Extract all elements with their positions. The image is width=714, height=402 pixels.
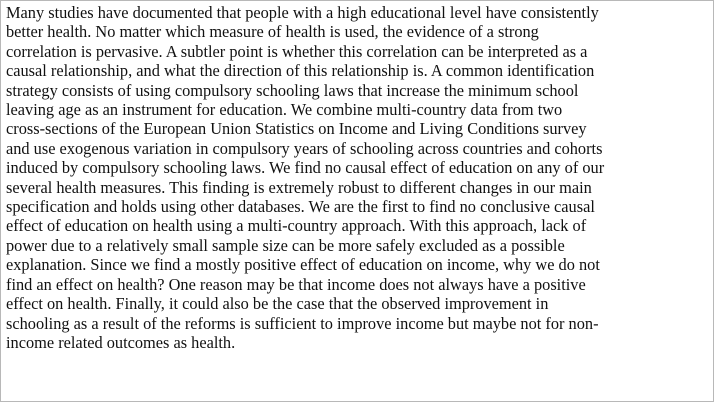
text-line: power due to a relatively small sample size can be more safely excluded as a possible (6, 235, 565, 255)
text-line: explanation. Since we find a mostly positive effect of education on income, why we do not (6, 255, 600, 275)
text-line: and use exogenous variation in compulsory years of schooling across countries and cohorts (6, 138, 603, 158)
text-line: causal relationship, and what the direction of this relationship is. A common identification (6, 61, 595, 81)
abstract-paragraph (6, 3, 712, 352)
text-line: specification and holds using other databases. We are the first to find no conclusive causal (6, 197, 595, 217)
text-line: Many studies have documented that people with a high educational level have consistently (6, 3, 599, 22)
text-line: induced by compulsory schooling laws. We find no causal effect of education on any of our (6, 158, 605, 178)
text-line: schooling as a result of the reforms is sufficient to improve income but maybe not for non- (6, 313, 599, 333)
text-line: correlation is pervasive. A subtler point is whether this correlation can be interpreted as a (6, 41, 588, 61)
text-line: income related outcomes as health. (6, 332, 236, 352)
text-line: effect of education on health using a multi-country approach. With this approach, lack of (6, 216, 587, 236)
text-line: effect on health. Finally, it could also be the case that the observed improvement in (6, 294, 549, 314)
text-line: cross-sections of the European Union Statistics on Income and Living Conditions survey (6, 119, 587, 139)
text-line: strategy consists of using compulsory schooling laws that increase the minimum school (6, 80, 579, 100)
text-line: find an effect on health? One reason may be that income does not always have a positive (6, 274, 586, 294)
text-line: several health measures. This finding is extremely robust to different changes in our main (6, 177, 592, 197)
text-line: better health. No matter which measure of health is used, the evidence of a strong (6, 22, 539, 42)
text-line: leaving age as an instrument for education. We combine multi-country data from two (6, 100, 563, 120)
